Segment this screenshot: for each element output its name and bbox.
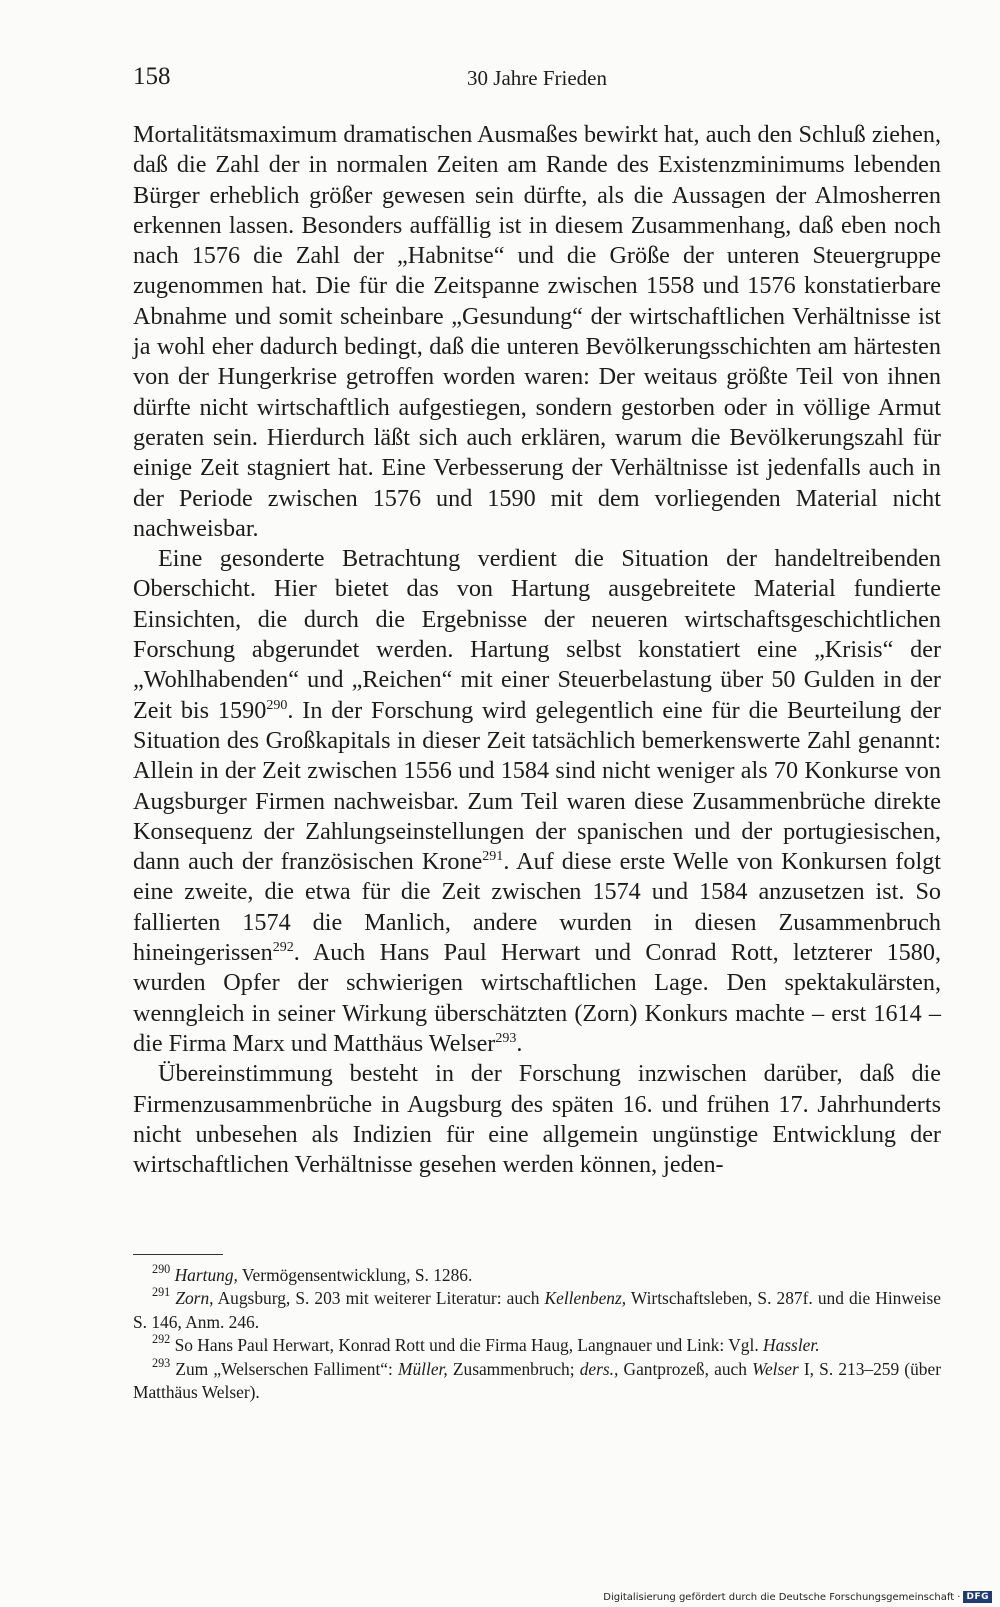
credit-text: Digitalisierung gefördert durch die Deutsche Forschungsgemeinschaft · <box>603 1591 961 1603</box>
footnote-author: Zorn, <box>175 1288 214 1309</box>
footnote-292 <box>133 1334 941 1357</box>
footnote-ref-293[interactable]: 293 <box>495 1029 517 1046</box>
footnote-number: 293 <box>152 1355 171 1370</box>
page-number: 158 <box>133 63 171 90</box>
footnote-text: So Hans Paul Herwart, Konrad Rott und die Firma Haug, Langnauer und Link: Vgl. <box>170 1335 764 1356</box>
footnote-number: 292 <box>152 1332 171 1347</box>
footnote-author: Hassler. <box>763 1335 820 1356</box>
paragraph-2-text: . Auf diese erste Welle von Konkursen folgt eine zweite, die etwa für die Zeit zwischen 1574 und 1584 anzusetzen ist. So fallierten 1574 die Manlich, andere wurden in diesen Zusammenbruch hineingerissen <box>133 848 941 967</box>
footnote-text: Vermögensentwicklung, S. 1286. <box>237 1265 473 1285</box>
footnote-ref-292[interactable]: 292 <box>272 938 294 955</box>
footnote-ref-290[interactable]: 290 <box>266 696 288 713</box>
footnotes <box>133 1264 941 1404</box>
footnote-number: 291 <box>152 1285 171 1300</box>
footnote-divider <box>133 1254 223 1255</box>
body-text <box>133 120 941 1180</box>
footnote-author: ders., <box>579 1358 619 1379</box>
dfg-logo-icon: DFG <box>963 1591 992 1603</box>
footnote-291 <box>133 1287 941 1334</box>
footnote-author: Müller, <box>397 1358 448 1379</box>
footnote-text: Zusammenbruch; <box>447 1358 580 1379</box>
footnote-text: Gantprozeß, auch <box>618 1358 753 1379</box>
footnote-290 <box>133 1264 941 1287</box>
footnote-author: Welser <box>752 1358 799 1379</box>
footnote-text: Augsburg, S. 203 mit weiterer Literatur: auch <box>213 1288 545 1309</box>
paragraph-2-text: . In der Forschung wird gelegentlich eine für die Beurteilung der Situation des Großkapitals in dieser Zeit tatsächlich bemerkenswerte Zahl genannt: Allein in der Zeit zwischen 1556 und 1584 sind nicht weniger als 70 Konkurse von Augsburger Firmen nachweisbar. Zum Teil waren diese Zusammenbrüche direkte Konsequenz der Zahlungseinstellungen der spanischen und der portugiesischen, dann auch der französischen Krone <box>133 696 941 876</box>
footnote-author: Kellenbenz, <box>544 1288 627 1309</box>
footnote-number: 290 <box>152 1262 171 1277</box>
footnote-293 <box>133 1355 942 1405</box>
running-title: 30 Jahre Frieden <box>467 66 607 90</box>
paragraph-2-text: . Auch Hans Paul Herwart und Conrad Rott, letzterer 1580, wurden Opfer der schwierigen wirtschaftlichen Lage. Den spektakulärsten, wenngleich in seiner Wirkung überschätzten (Zorn) Konkurs machte – erst 1614 – die Firma Marx und Matthäus Welser <box>133 939 941 1057</box>
footnote-text: I, S. 213–259 (über Matthäus Welser). <box>133 1358 942 1403</box>
digitization-credit <box>603 1591 992 1603</box>
paragraph-2 <box>133 544 941 1059</box>
footnote-text: Wirtschaftsleben, S. 287f. und die Hinweise S. 146, Anm. 246. <box>133 1288 941 1332</box>
paragraph-3: Übereinstimmung besteht in der Forschung inzwischen darüber, daß die Firmenzusammenbrüche in Augsburg des späten 16. und frühen 17. Jahrhunderts nicht unbesehen als Indizien für eine allgemein ungünstige Entwicklung der wirtschaftlichen Verhältnisse gesehen werden können, jeden- <box>133 1060 941 1179</box>
paragraph-2-text: Eine gesonderte Betrachtung verdient die Situation der handeltreibenden Oberschicht. Hier bietet das von Hartung ausgebreitete Material fundierte Einsichten, die durch die Ergebnisse der neueren wirtschaftsgeschichtlichen Forschung abgerundet werden. Hartung selbst konstatiert eine „Krisis“ der „Wohlhabenden“ und „Reichen“ mit einer Steuerbelastung über 50 Gulden in der Zeit bis 1590 <box>133 545 941 724</box>
footnote-author: Hartung, <box>174 1265 238 1285</box>
paragraph-1: Mortalitätsmaximum dramatischen Ausmaßes bewirkt hat, auch den Schluß ziehen, daß die Zahl der in normalen Zeiten am Rande des Existenzminimums lebenden Bürger erheblich größer gewesen sein dürfte, als die Aussagen der Almosherren erkennen lassen. Besonders auffällig ist in diesem Zusammenhang, daß eben noch nach 1576 die Zahl der „Habnitse“ und die Größe der unteren Steuergruppe zugenommen hat. Die für die Zeitspanne zwischen 1558 und 1576 konstatierbare Abnahme und somit scheinbare „Gesundung“ der wirtschaftlichen Verhältnisse ist ja wohl eher dadurch bedingt, daß die unteren Bevölkerungsschichten am härtesten von der Hungerkrise getroffen worden waren: Der weitaus größte Teil von ihnen dürfte nicht wirtschaftlich aufgestiegen, sondern gestorben oder in völlige Armut geraten sein. Hierdurch läßt sich auch erklären, warum die Bevölkerungszahl für einige Zeit stagniert hat. Eine Verbesserung der Verhältnisse ist jedenfalls auch in der Periode zwischen 1576 und 1590 mit dem vorliegenden Material nicht nachweisbar. <box>133 121 941 542</box>
footnote-text: Zum „Welserschen Falliment“: <box>170 1358 398 1379</box>
paragraph-2-text: . <box>516 1029 523 1057</box>
footnote-ref-291[interactable]: 291 <box>482 848 504 865</box>
page-header <box>133 62 941 92</box>
